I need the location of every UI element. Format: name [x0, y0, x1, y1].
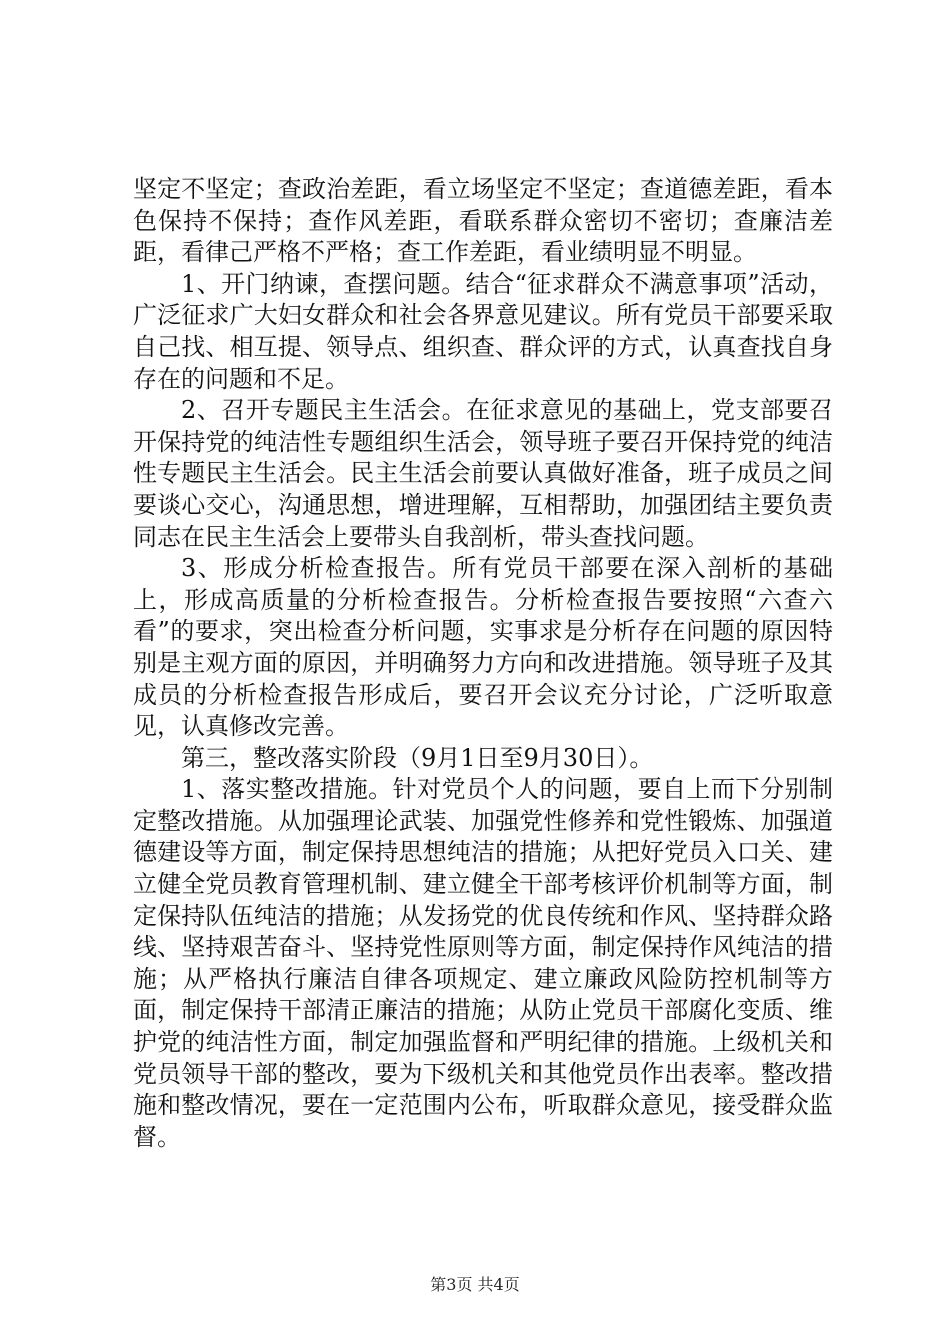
paragraph-continuation: 坚定不坚定；查政治差距，看立场坚定不坚定；查道德差距，看本色保持不保持；查作风差距，看联系群众密切不密切；查廉洁差距，看律己严格不严格；查工作差距，看业绩明显不明显。 — [133, 175, 833, 267]
paragraph-item-1-open-door: 1、开门纳谏，查摆问题。结合“征求群众不满意事项”活动，广泛征求广大妇女群众和社会各界意见建议。所有党员干部要采取自己找、相互提、领导点、组织查、群众评的方式，认真查找自身存在的问题和不足。 — [133, 269, 833, 393]
paragraph-item-1-rectification: 1、落实整改措施。针对党员个人的问题，要自上而下分别制定整改措施。从加强理论武装、加强党性修养和党性锻炼、加强道德建设等方面，制定保持思想纯洁的措施；从把好党员入口关、建立健全党员教育管理机制、建立健全干部考核评价机制等方面，制定保持队伍纯洁的措施；从发扬党的优良传统和作风、坚持群众路线、坚持艰苦奋斗、坚持党性原则等方面，制定保持作风纯洁的措施；从严格执行廉洁自律各项规定、建立廉政风险防控机制等方面，制定保持干部清正廉洁的措施；从防止党员干部腐化变质、维护党的纯洁性方面，制定加强监督和严明纪律的措施。上级机关和党员领导干部的整改，要为下级机关和其他党员作出表率。整改措施和整改情况，要在一定范围内公布，听取群众意见，接受群众监督。 — [133, 775, 833, 1151]
page-footer — [0, 1275, 950, 1295]
paragraph-item-3-analysis-report: 3、形成分析检查报告。所有党员干部要在深入剖析的基础上，形成高质量的分析检查报告。分析检查报告要按照“六查六看”的要求，突出检查分析问题，实事求是分析存在问题的原因特别是主观方面的原因，并明确努力方向和改进措施。领导班子及其成员的分析检查报告形成后，要召开会议充分讨论，广泛听取意见，认真修改完善。 — [133, 554, 833, 741]
document-body — [133, 174, 833, 1153]
section-heading-third-stage: 第三，整改落实阶段（9月1日至9月30日）。 — [181, 743, 654, 772]
page-number: 第3页 共4页 — [430, 1275, 520, 1294]
paragraph-item-2-democratic-meeting: 2、召开专题民主生活会。在征求意见的基础上，党支部要召开保持党的纯洁性专题组织生活会，领导班子要召开保持党的纯洁性专题民主生活会。民主生活会前要认真做好准备，班子成员之间要谈心交心，沟通思想，增进理解，互相帮助，加强团结主要负责同志在民主生活会上要带头自我剖析，带头查找问题。 — [133, 396, 833, 551]
